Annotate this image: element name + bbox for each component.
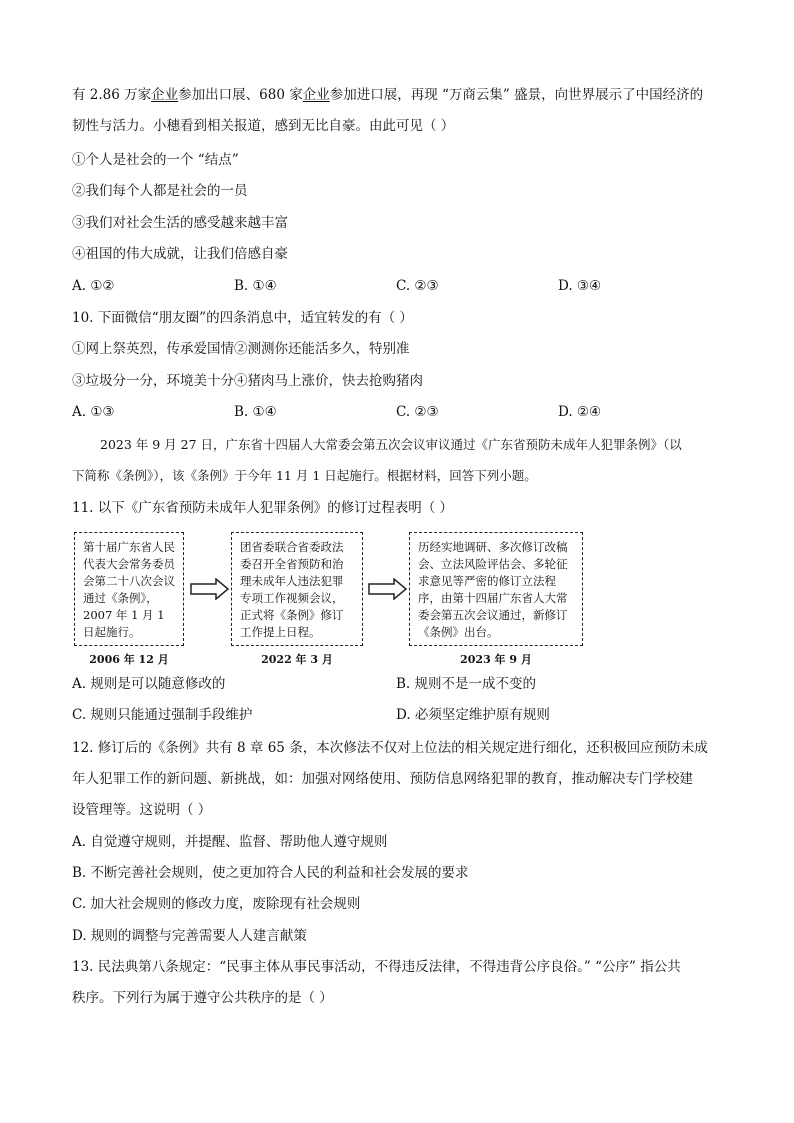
q12-option-d[interactable]: D. 规则的调整与完善需要人人建言献策 (72, 928, 307, 944)
q11-stem: 11. 以下《广东省预防未成年人犯罪条例》的修订过程表明（ ） (72, 500, 454, 516)
q13-stem-line-1: 13. 民法典第八条规定：“民事主体从事民事活动，不得违反法律，不得违背公序良俗。” “公序” 指公共 (72, 959, 681, 975)
flow-date-2023: 2023 年 9 月 (460, 653, 532, 666)
q9-option-d[interactable]: D. ③④ (558, 278, 602, 294)
q11-option-d[interactable]: D. 必须坚定维护原有规则 (396, 707, 550, 723)
q10-option-b[interactable]: B. ①④ (234, 404, 277, 420)
q11-option-c[interactable]: C. 规则只能通过强制手段维护 (72, 707, 253, 723)
q12-stem-line-2: 年人犯罪工作的新问题、新挑战，如：加强对网络使用、预防信息网络犯罪的教育，推动解决专门学校建 (72, 771, 693, 787)
q9-item-1: ①个人是社会的一个 “结点” (72, 152, 239, 168)
intro-text: 有 2.86 万家 (72, 87, 152, 103)
intro-underlined-word: 企业 (302, 87, 330, 103)
q12-option-c[interactable]: C. 加大社会规则的修改力度，废除现有社会规则 (72, 896, 361, 912)
intro-text: 参加出口展、680 家 (178, 87, 303, 103)
intro-underlined-word: 企业 (151, 87, 179, 103)
material-line-1: 2023 年 9 月 27 日，广东省十四届人大常委会第五次会议审议通过《广东省预防未成年人犯罪条例》（以 (100, 437, 682, 452)
q10-option-a[interactable]: A. ①③ (72, 404, 115, 420)
q11-option-a[interactable]: A. 规则是可以随意修改的 (72, 676, 226, 692)
flow-step-2023: 历经实地调研、多次修订改稿会、立法风险评估会、多轮征求意见等严密的修订立法程序，由第十四届广东省人大常委会第五次会议通过，新修订《条例》出台。 (409, 532, 583, 646)
q11-option-b[interactable]: B. 规则不是一成不变的 (396, 676, 537, 692)
q10-option-d[interactable]: D. ②④ (558, 404, 602, 420)
q9-option-b[interactable]: B. ①④ (234, 278, 277, 294)
q12-stem-line-3: 设管理等。这说明（ ） (72, 802, 212, 818)
q9-option-a[interactable]: A. ①② (72, 278, 115, 294)
q12-option-b[interactable]: B. 不断完善社会规则，使之更加符合人民的利益和社会发展的要求 (72, 865, 469, 881)
q9-item-4: ④祖国的伟大成就，让我们倍感自豪 (72, 246, 288, 262)
q12-stem-line-1: 12. 修订后的《条例》共有 8 章 65 条，本次修法不仅对上位法的相关规定进行细化，还积极回应预防未成 (72, 740, 708, 756)
q13-stem-line-2: 秩序。下列行为属于遵守公共秩序的是（ ） (72, 990, 333, 1006)
flow-date-2006: 2006 年 12 月 (89, 653, 169, 666)
q10-stem: 10. 下面微信“朋友圈”的四条消息中，适宜转发的有（ ） (72, 310, 413, 326)
intro-text: 参加进口展，再现 “万商云集” 盛景，向世界展示了中国经济的 (329, 87, 704, 103)
flow-step-2006: 第十届广东省人民代表大会常务委员会第二十八次会议通过《条例》，2007 年 1 月 1 日起施行。 (74, 532, 184, 646)
q9-item-3: ③我们对社会生活的感受越来越丰富 (72, 215, 288, 231)
material-line-2: 下简称《条例》），该《条例》于今年 11 月 1 日起施行。根据材料，回答下列小题。 (72, 468, 537, 483)
flow-arrow-icon (368, 578, 408, 600)
flow-step-2022: 团省委联合省委政法委召开全省预防和治理未成年人违法犯罪专项工作视频会议，正式将《条例》修订工作提上日程。 (231, 532, 363, 646)
q9-item-2: ②我们每个人都是社会的一员 (72, 183, 248, 199)
q10-option-c[interactable]: C. ②③ (396, 404, 439, 420)
flow-date-2022: 2022 年 3 月 (261, 653, 333, 666)
q10-items-line-2: ③垃圾分一分，环境美十分④猪肉马上涨价，快去抢购猪肉 (72, 373, 423, 389)
q9-option-c[interactable]: C. ②③ (396, 278, 439, 294)
q10-items-line-1: ①网上祭英烈，传承爱国情②测测你还能活多久，特别准 (72, 341, 410, 357)
q12-option-a[interactable]: A. 自觉遵守规则，并提醒、监督、帮助他人遵守规则 (72, 834, 388, 850)
flow-arrow-icon (190, 578, 230, 600)
intro-line-1 (72, 86, 703, 104)
intro-line-2: 韧性与活力。小穗看到相关报道，感到无比自豪。由此可见（ ） (72, 118, 455, 134)
